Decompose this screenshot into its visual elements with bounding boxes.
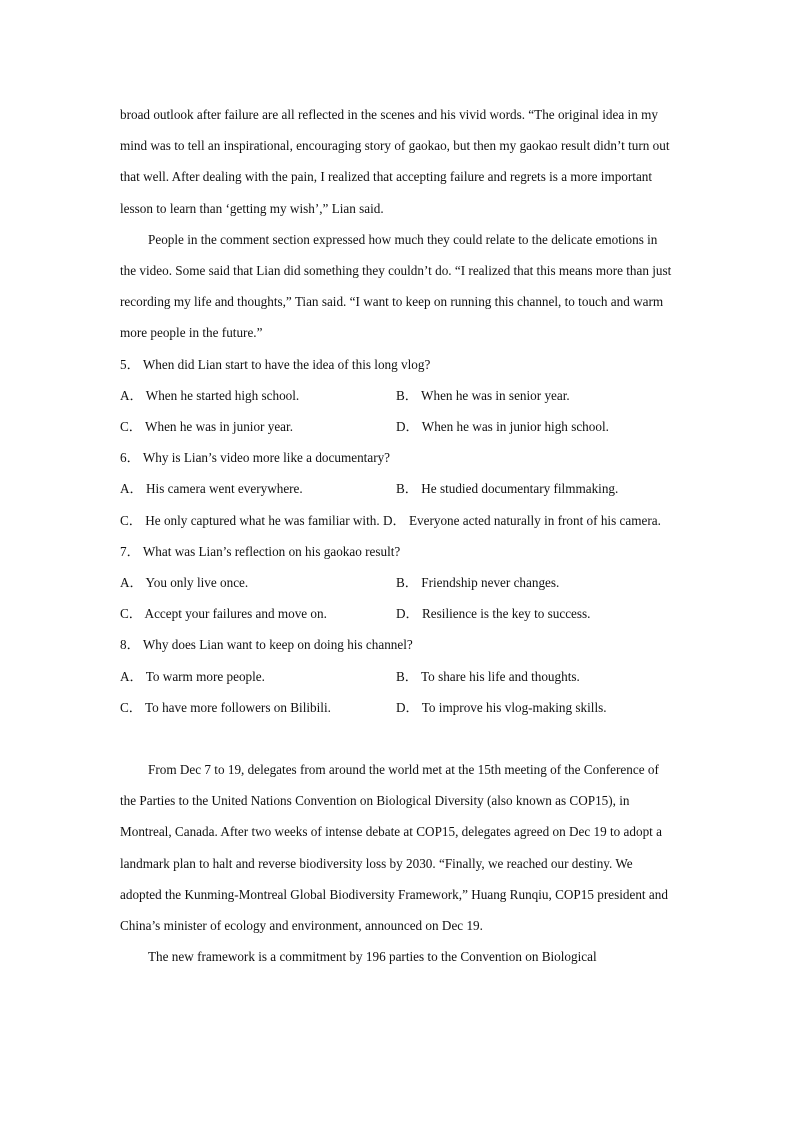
question-options <box>120 567 672 629</box>
question-stem: 7． What was Lian’s reflection on his gaokao result? <box>120 543 401 559</box>
question-5 <box>120 349 672 443</box>
question-options <box>120 473 672 504</box>
question-stem: 5． When did Lian start to have the idea of this long vlog? <box>120 356 431 372</box>
question-7 <box>120 536 672 630</box>
option-d: D． Resilience is the key to success. <box>396 606 591 622</box>
question-6 <box>120 442 672 536</box>
question-stem: 8． Why does Lian want to keep on doing his channel? <box>120 637 413 653</box>
option-c: C． When he was in junior year. <box>120 419 293 435</box>
passage2-paragraph-2: The new framework is a commitment by 196 parties to the Convention on Biological <box>148 949 597 965</box>
question-options <box>120 380 672 442</box>
option-c: C． Accept your failures and move on. <box>120 606 327 622</box>
section-spacer <box>120 723 672 754</box>
option-c: C． To have more followers on Bilibili. <box>120 699 331 715</box>
option-d: D． To improve his vlog-making skills. <box>396 699 607 715</box>
option-b: B． When he was in senior year. <box>396 387 570 403</box>
passage1-paragraph-comments: People in the comment section expressed how much they could relate to the delicate emotions in the video. Some said that Lian did something they couldn’t do. “I realized that this means more than just recording my life and thoughts,” Tian said. “I want to keep on running this channel, to touch and warm more people in the future.” <box>120 231 672 341</box>
option-a: A． When he started high school. <box>120 387 300 403</box>
question-stem: 6． Why is Lian’s video more like a documentary? <box>120 450 391 466</box>
option-c: C． He only captured what he was familiar with. <box>120 512 380 528</box>
option-b: B． He studied documentary filmmaking. <box>396 481 619 497</box>
option-d: D． Everyone acted naturally in front of his camera. <box>382 512 661 528</box>
document-content <box>120 99 672 972</box>
question-8 <box>120 629 672 723</box>
passage1-paragraph-continued: broad outlook after failure are all reflected in the scenes and his vivid words. “The original idea in my mind was to tell an inspirational, encouraging story of gaokao, but then my gaokao result didn’t turn out that well. After dealing with the pain, I realized that accepting failure and regrets is a more important lesson to learn than ‘getting my wish’,” Lian said. <box>120 107 670 216</box>
option-d: D． When he was in junior high school. <box>396 419 609 435</box>
question-options <box>120 661 672 723</box>
option-a: A． To warm more people. <box>120 668 265 684</box>
passage2-paragraph-1: From Dec 7 to 19, delegates from around the world met at the 15th meeting of the Conference of the Parties to the United Nations Convention on Biological Diversity (also known as COP15), in Montreal, Canada. After two weeks of intense debate at COP15, delegates agreed on Dec 19 to adopt a landmark plan to halt and reverse biodiversity loss by 2030. “Finally, we reached our destiny. We adopted the Kunming-Montreal Global Biodiversity Framework,” Huang Runqiu, COP15 president and China’s minister of ecology and environment, announced on Dec 19. <box>120 762 668 934</box>
question-options-cd-line <box>120 505 672 536</box>
option-a: A． You only live once. <box>120 575 249 591</box>
option-a: A． His camera went everywhere. <box>120 481 303 497</box>
option-b: B． To share his life and thoughts. <box>396 668 580 684</box>
option-b: B． Friendship never changes. <box>396 575 560 591</box>
